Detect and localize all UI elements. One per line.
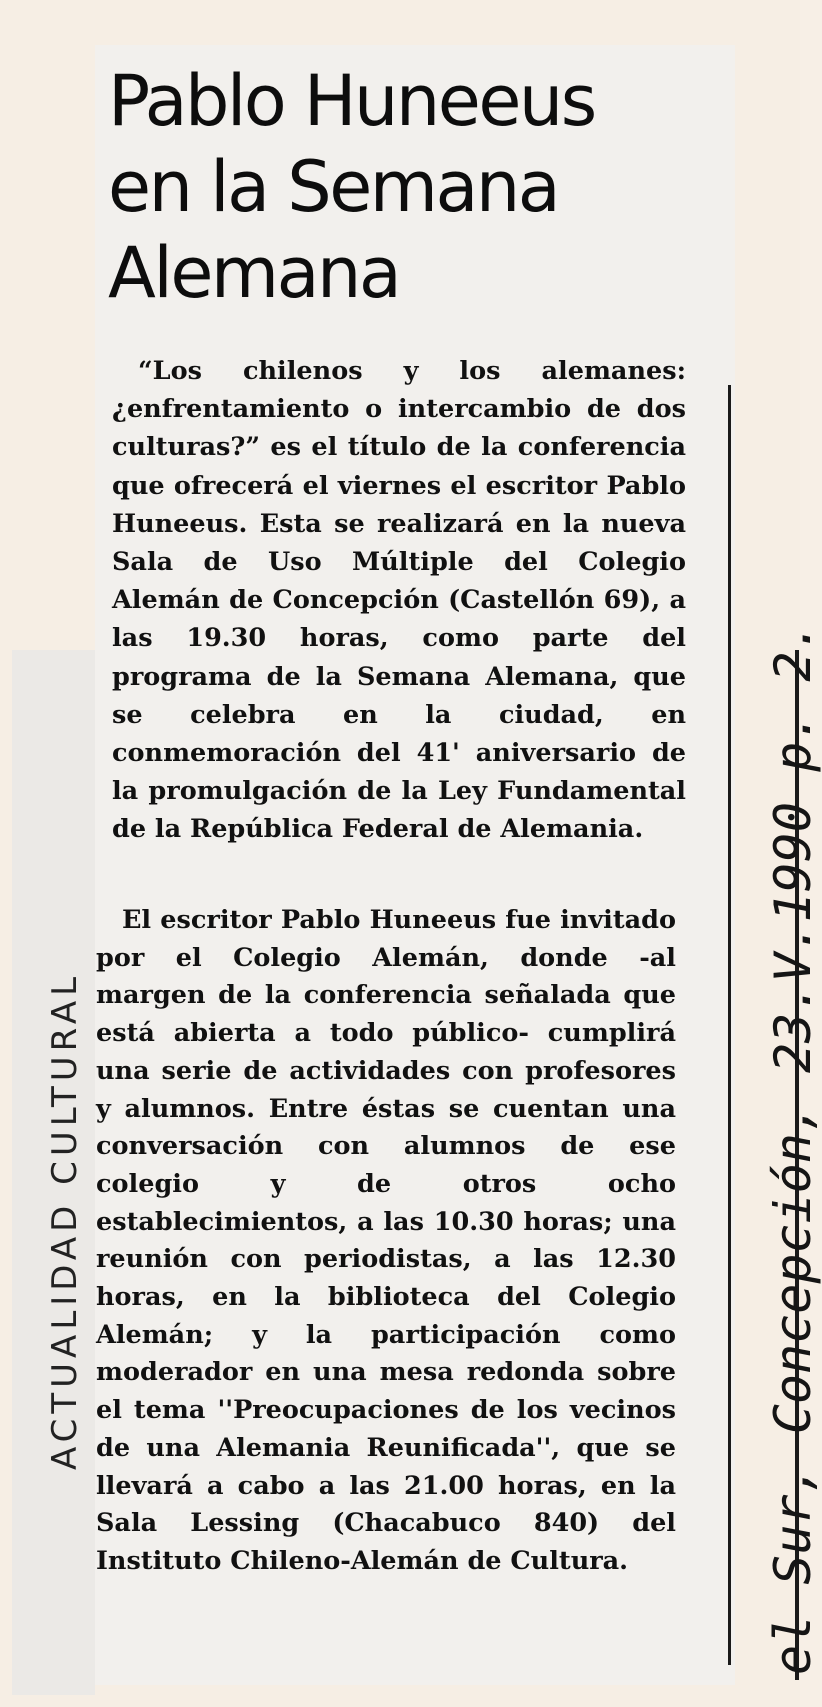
article-body-column-lower: [96, 902, 676, 1581]
article-headline: Pablo Huneeus en la Semana Alemana: [108, 60, 595, 314]
column-rule: [728, 385, 731, 1665]
article-paragraph-part: cumplirá una serie de actividades con profesores y alumnos. Entre éstas se cuentan una conversación con alumnos de ese colegio y de otros ocho establecimientos, a las 10.30 horas; una reunión con periodistas, a las 12.30 horas, en la biblioteca del Colegio Alemán; y la participación como moderador en una mesa redonda sobre el tema ''Preocupaciones de los vecinos de una Alemania Reunificada'', que se llevará a cabo a las 21.00 horas, en la Sala Lessing (Chacabuco 840) del Instituto Chileno-Alemán de Cultura.: [96, 1018, 676, 1576]
article-paragraph: [96, 902, 676, 1581]
article-paragraph-part: El escritor Pablo Huneeus fue invitado por el Colegio Alemán, donde -al margen de la conferencia señalada que está abierta a todo público-: [96, 905, 676, 1049]
article-paragraph: “Los chilenos y los alemanes: ¿enfrentamiento o intercambio de dos culturas?” es el título de la conferencia que ofrecerá el viernes el escritor Pablo Huneeus. Esta se realizará en la nueva Sala de Uso Múltiple del Colegio Alemán de Concepción (Castellón 69), a las 19.30 horas, como parte del programa de la Semana Alemana, que se celebra en la ciudad, en conmemoración del 41' aniversario de la promulgación de la Ley Fundamental de la República Federal de Alemania.: [112, 356, 686, 845]
handwritten-section-label: ACTUALIDAD CULTURAL: [45, 971, 85, 1470]
article-body-column-upper: [112, 352, 686, 849]
handwritten-source-date: el Sur, Concepción, 23.V.1990 p. 2.: [764, 621, 822, 1675]
